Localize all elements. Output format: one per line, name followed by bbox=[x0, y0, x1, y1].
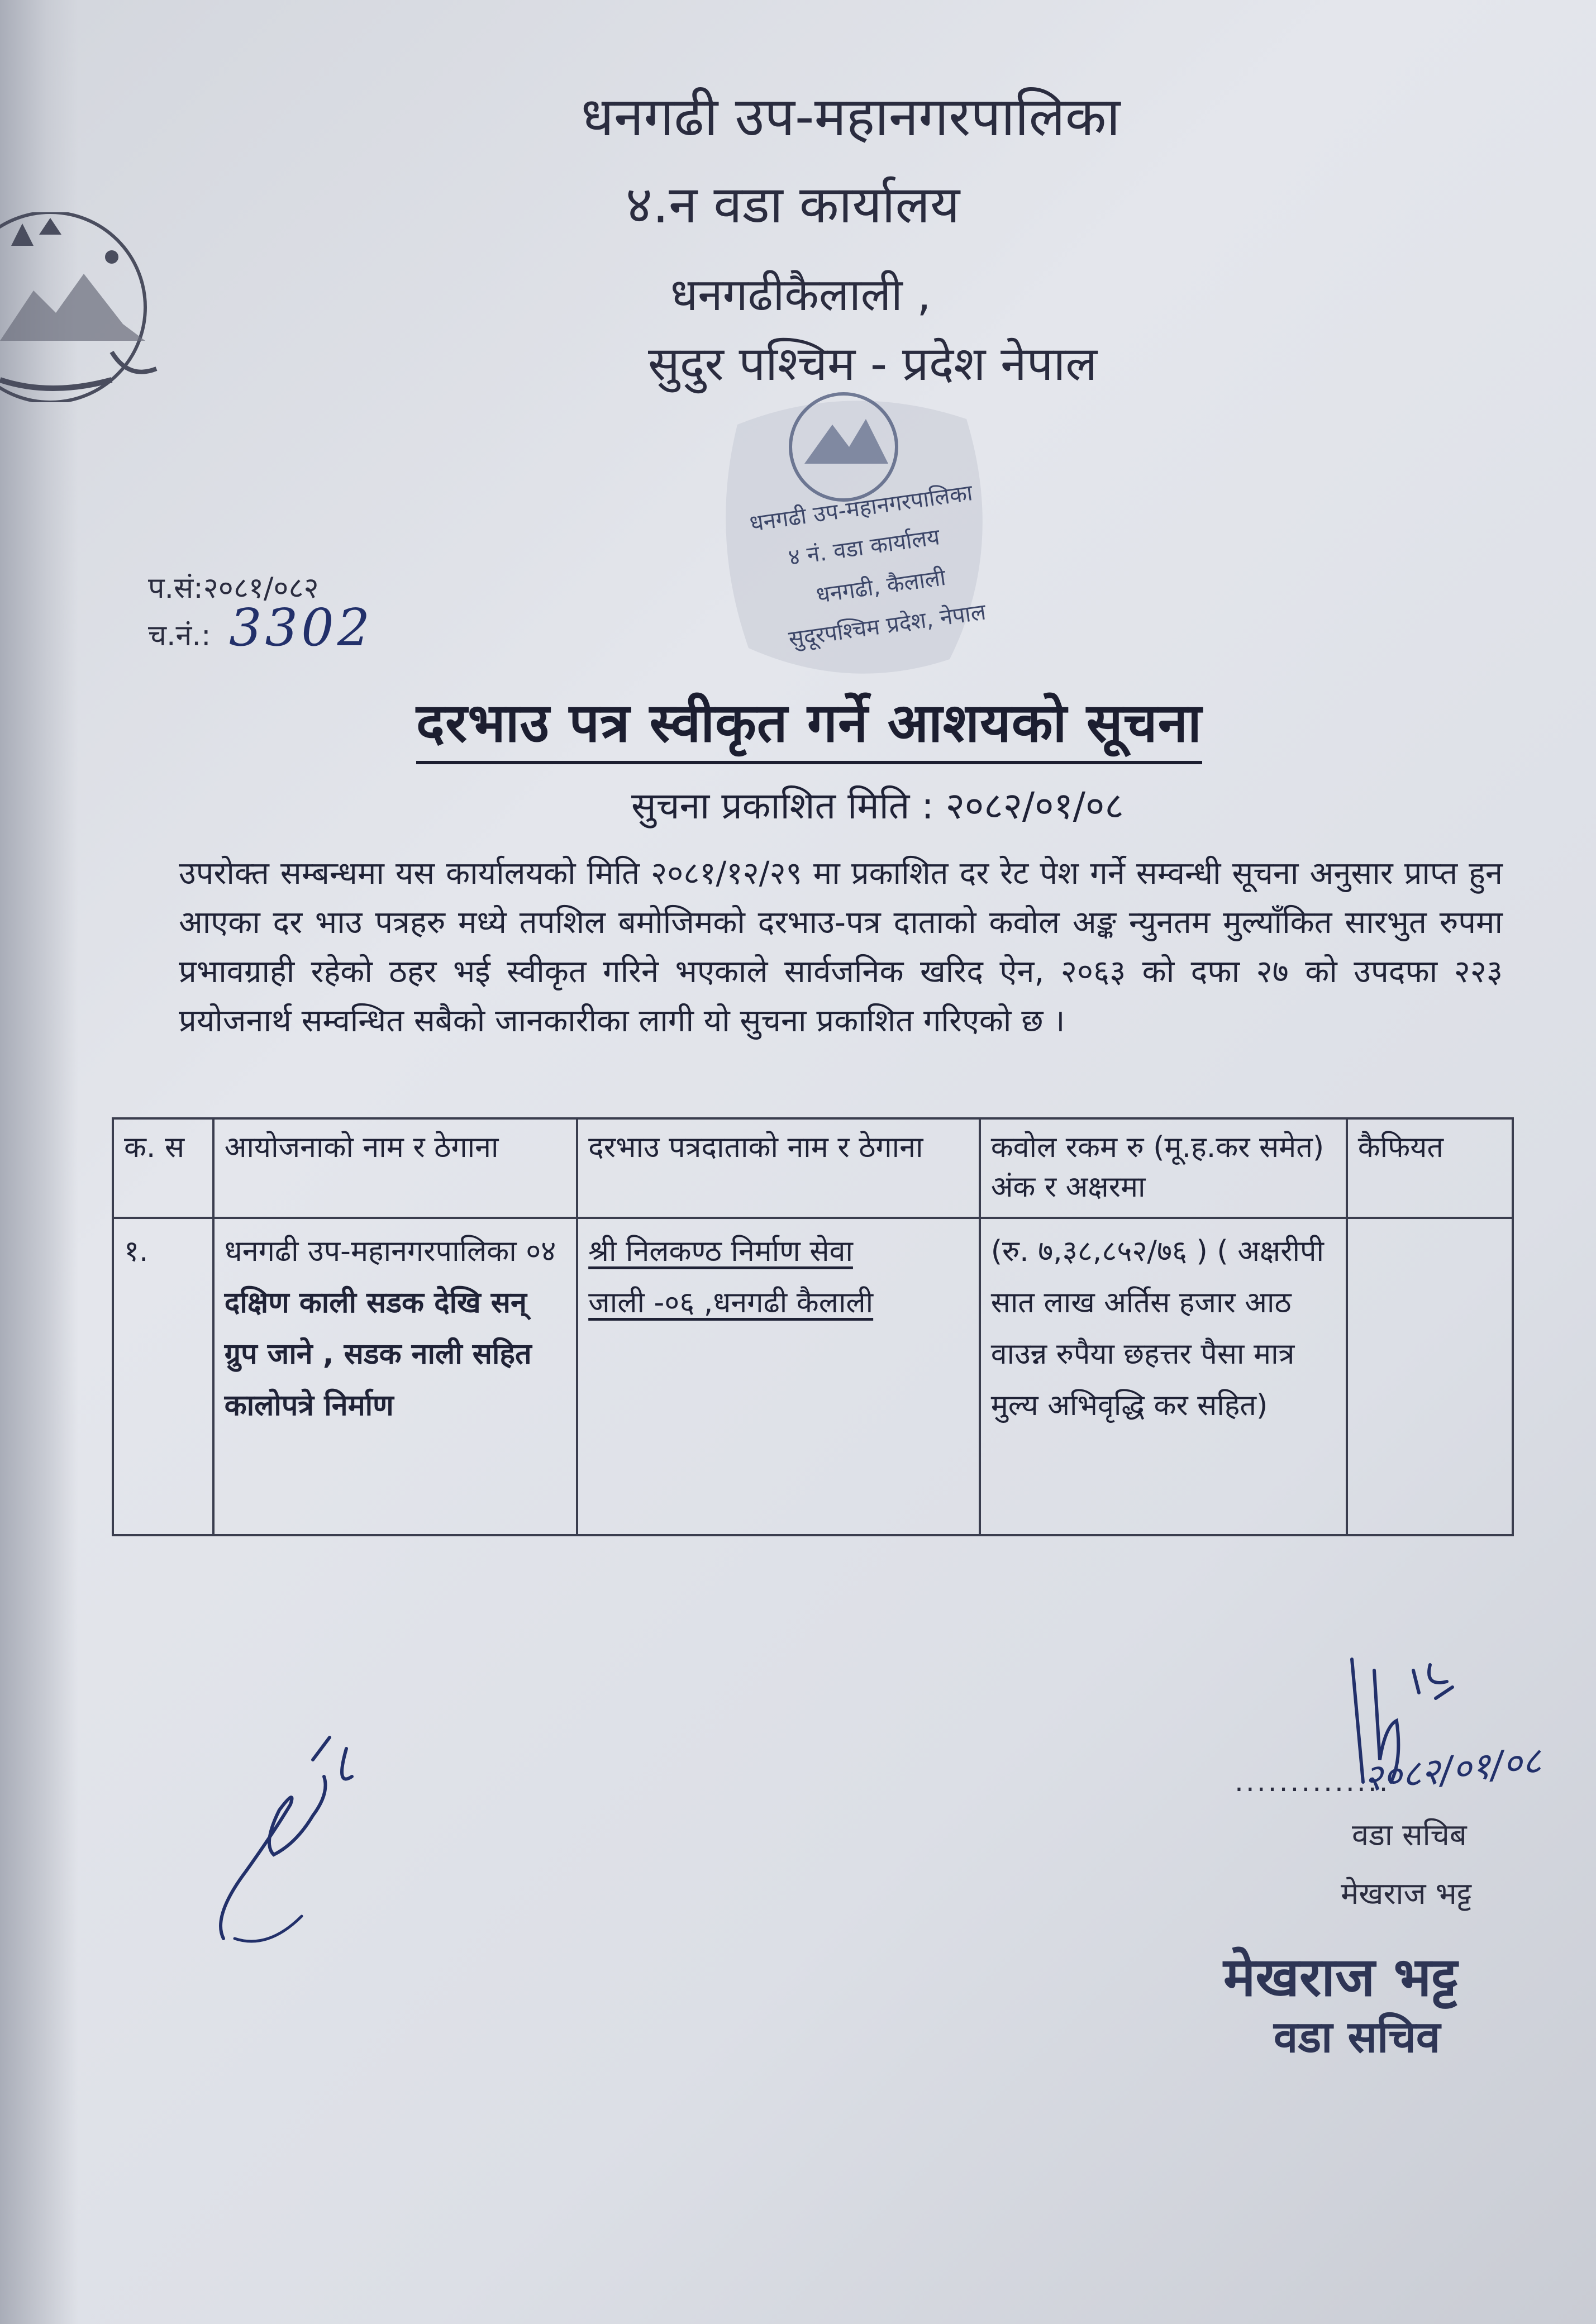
left-signature bbox=[201, 1704, 369, 1961]
chalan-label: च.नं.: bbox=[148, 619, 211, 653]
table-row bbox=[113, 1218, 1513, 1535]
header-ward-office: ४.न वडा कार्यालय bbox=[626, 175, 960, 235]
name-stamp: मेखराज भट्ट bbox=[1223, 1946, 1458, 2008]
cell-bidder bbox=[577, 1218, 980, 1535]
award-table bbox=[112, 1117, 1514, 1536]
notice-title: दरभाउ पत्र स्वीकृत गर्ने आशयको सूचना bbox=[416, 684, 1202, 764]
cell-remarks bbox=[1347, 1218, 1513, 1535]
patra-sankhya: प.सं:२०८१/०८२ bbox=[148, 572, 319, 605]
cell-project-normal: धनगढी उप-महानगरपालिका ०४ bbox=[224, 1235, 556, 1268]
header-municipality: धनगढी उप-महानगरपालिका bbox=[581, 85, 1121, 148]
cell-project-bold: दक्षिण काली सडक देखि सन् ग्रुप जाने , सडक नाली सहित कालोपत्रे निर्माण bbox=[224, 1286, 532, 1422]
header-province: सुदुर पश्चिम - प्रदेश नेपाल bbox=[648, 336, 1098, 391]
cell-amount-words: ( अक्षरीपी सात लाख अर्तिस हजार आठ वाउन्न रुपैया छहत्तर पैसा मात्र मुल्य अभिवृद्धि कर सहित) bbox=[990, 1235, 1324, 1422]
published-date: सुचना प्रकाशित मिति : २०८२/०१/०८ bbox=[631, 784, 1124, 827]
stamp-line1: धनगढी उप-महानगरपालिका bbox=[748, 480, 974, 537]
signature-name: मेखराज भट्ट bbox=[1341, 1876, 1472, 1911]
stamp-line4: सुदूरपश्चिम प्रदेश, नेपाल bbox=[787, 599, 988, 653]
col-header-sn: क. स bbox=[113, 1118, 213, 1218]
header-district: धनगढीकैलाली , bbox=[670, 269, 931, 321]
cell-sn: १. bbox=[113, 1218, 213, 1535]
cell-bidder-address: जाली -०६ ,धनगढी कैलाली bbox=[588, 1286, 874, 1320]
name-stamp-title: वडा सचिव bbox=[1274, 2012, 1441, 2063]
signature-title: वडा सचिब bbox=[1352, 1817, 1467, 1852]
cell-bidder-name: श्री निलकण्ठ निर्माण सेवा bbox=[588, 1235, 853, 1268]
col-header-amount: कवोल रकम रु (मू.ह.कर समेत) अंक र अक्षरमा bbox=[980, 1118, 1347, 1218]
stamp-line2: ४ नं. वडा कार्यालय bbox=[787, 524, 942, 571]
stamp-line3: धनगढी, कैलाली bbox=[814, 564, 947, 608]
cell-project bbox=[213, 1218, 577, 1535]
handwritten-date: २०८२/०१/०८ bbox=[1361, 1739, 1543, 1801]
office-stamp bbox=[704, 380, 994, 693]
cell-amount bbox=[980, 1218, 1347, 1535]
col-header-remarks: कैफियत bbox=[1347, 1118, 1513, 1218]
notice-body: उपरोक्त सम्बन्धमा यस कार्यालयको मिति २०८१/१२/२९ मा प्रकाशित दर रेट पेश गर्ने सम्वन्धी सूचना अनुसार प्राप्त हुन आएका दर भाउ पत्रहरु मध्ये तपशिल बमोजिमको दरभाउ-पत्र दाताको कवोल अङ्क न्युनतम मुल्याँकित सारभुत रुपमा प्रभावग्राही रहेको ठहर भई स्वीकृत गरिने भएकाले सार्वजनिक खरिद ऐन, २०६३ को दफा २७ को उपदफा २२३ प्रयोजनार्थ सम्वन्धित सबैको जानकारीका लागी यो सुचना प्रकाशित गरिएको छ । bbox=[179, 855, 1503, 1039]
emblem-logo bbox=[0, 212, 168, 402]
col-header-project: आयोजनाको नाम र ठेगाना bbox=[213, 1118, 577, 1218]
signature-line: .............. bbox=[1235, 1765, 1390, 1798]
table-header-row bbox=[113, 1118, 1513, 1218]
chalan-number: 3302 bbox=[229, 598, 374, 658]
cell-amount-figure: (रु. ७,३८,८५२/७६ ) bbox=[990, 1235, 1208, 1268]
col-header-bidder: दरभाउ पत्रदाताको नाम र ठेगाना bbox=[577, 1118, 980, 1218]
